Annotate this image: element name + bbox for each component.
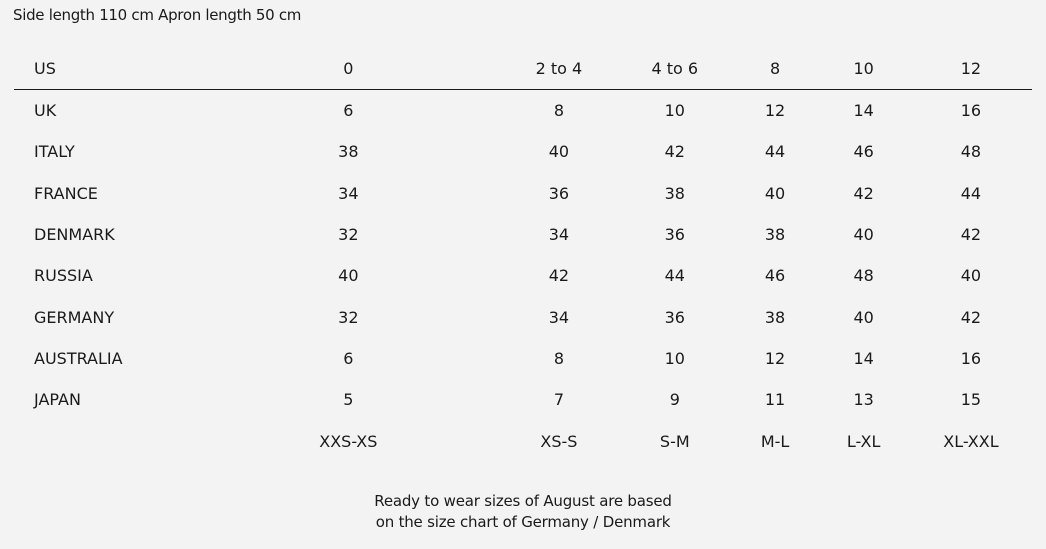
size-cell: 7	[553, 390, 565, 410]
size-cell: 40	[338, 266, 359, 286]
size-cell: 40	[853, 307, 874, 327]
empty-cell	[14, 420, 196, 462]
size-cell: 46	[853, 142, 874, 162]
size-cell: 44	[764, 142, 786, 162]
size-cell: 38	[764, 225, 786, 245]
table-row	[14, 338, 1032, 379]
table-header-row	[14, 47, 1032, 90]
size-cell: 8	[553, 101, 565, 121]
country-label: JAPAN	[34, 390, 81, 410]
size-cell: 38	[338, 142, 359, 162]
size-cell: 34	[548, 307, 570, 327]
size-cell: 10	[664, 348, 685, 368]
size-cell: 36	[664, 225, 685, 245]
letter-size-cell: XL-XXL	[943, 431, 999, 451]
country-label: RUSSIA	[34, 266, 93, 286]
header-size: 8	[769, 58, 781, 78]
country-label: ITALY	[34, 142, 75, 162]
size-chart-footnote	[0, 491, 1046, 533]
measurement-note: Side length 110 cm Apron length 50 cm	[13, 6, 302, 24]
footnote-line: on the size chart of Germany / Denmark	[375, 513, 671, 531]
size-cell: 5	[343, 390, 354, 410]
letter-size-row	[14, 420, 1032, 462]
table-row	[14, 296, 1032, 337]
letter-size-cell: S-M	[659, 431, 690, 451]
size-cell: 12	[764, 348, 786, 368]
size-cell: 44	[664, 266, 685, 286]
table-row	[14, 379, 1032, 420]
size-cell: 48	[960, 142, 982, 162]
country-label: GERMANY	[34, 307, 115, 327]
size-cell: 42	[960, 307, 982, 327]
size-cell: 40	[853, 225, 874, 245]
footnote-line: Ready to wear sizes of August are based	[374, 492, 672, 510]
size-cell: 42	[664, 142, 685, 162]
size-cell: 32	[338, 307, 359, 327]
country-label: UK	[34, 101, 57, 121]
letter-size-cell: L-XL	[846, 431, 881, 451]
size-cell: 48	[853, 266, 874, 286]
header-size: 12	[960, 58, 982, 78]
country-label: DENMARK	[34, 225, 115, 245]
size-cell: 14	[853, 348, 874, 368]
header-label: US	[34, 58, 56, 78]
size-cell: 8	[553, 348, 565, 368]
size-cell: 34	[338, 183, 359, 203]
letter-size-cell: M-L	[760, 431, 790, 451]
size-cell: 34	[548, 225, 570, 245]
size-cell: 40	[764, 183, 786, 203]
size-cell: 40	[960, 266, 982, 286]
size-conversion-table	[14, 47, 1032, 462]
header-size: 0	[343, 58, 354, 78]
size-cell: 44	[960, 183, 982, 203]
table-row	[14, 173, 1032, 214]
size-cell: 36	[664, 307, 685, 327]
size-cell: 16	[960, 348, 982, 368]
size-cell: 11	[764, 390, 786, 410]
letter-size-cell: XS-S	[540, 431, 578, 451]
header-size: 4 to 6	[651, 58, 699, 78]
size-cell: 6	[343, 101, 354, 121]
header-size: 2 to 4	[535, 58, 583, 78]
size-cell: 12	[764, 101, 786, 121]
size-cell: 6	[343, 348, 354, 368]
size-cell: 13	[853, 390, 874, 410]
size-cell: 15	[960, 390, 982, 410]
size-cell: 10	[664, 101, 685, 121]
size-cell: 36	[548, 183, 570, 203]
size-cell: 9	[669, 390, 680, 410]
table-row	[14, 131, 1032, 172]
size-cell: 40	[548, 142, 570, 162]
size-cell: 38	[764, 307, 786, 327]
header-size: 10	[853, 58, 874, 78]
table-row	[14, 214, 1032, 255]
size-cell: 32	[338, 225, 359, 245]
country-label: FRANCE	[34, 183, 98, 203]
country-label: AUSTRALIA	[34, 348, 123, 368]
size-cell: 16	[960, 101, 982, 121]
size-cell: 38	[664, 183, 685, 203]
table-row	[14, 90, 1032, 132]
table-row	[14, 255, 1032, 296]
size-cell: 42	[960, 225, 982, 245]
letter-size-cell: XXS-XS	[319, 431, 378, 451]
size-cell: 14	[853, 101, 874, 121]
size-cell: 42	[548, 266, 570, 286]
size-cell: 46	[764, 266, 786, 286]
size-cell: 42	[853, 183, 874, 203]
